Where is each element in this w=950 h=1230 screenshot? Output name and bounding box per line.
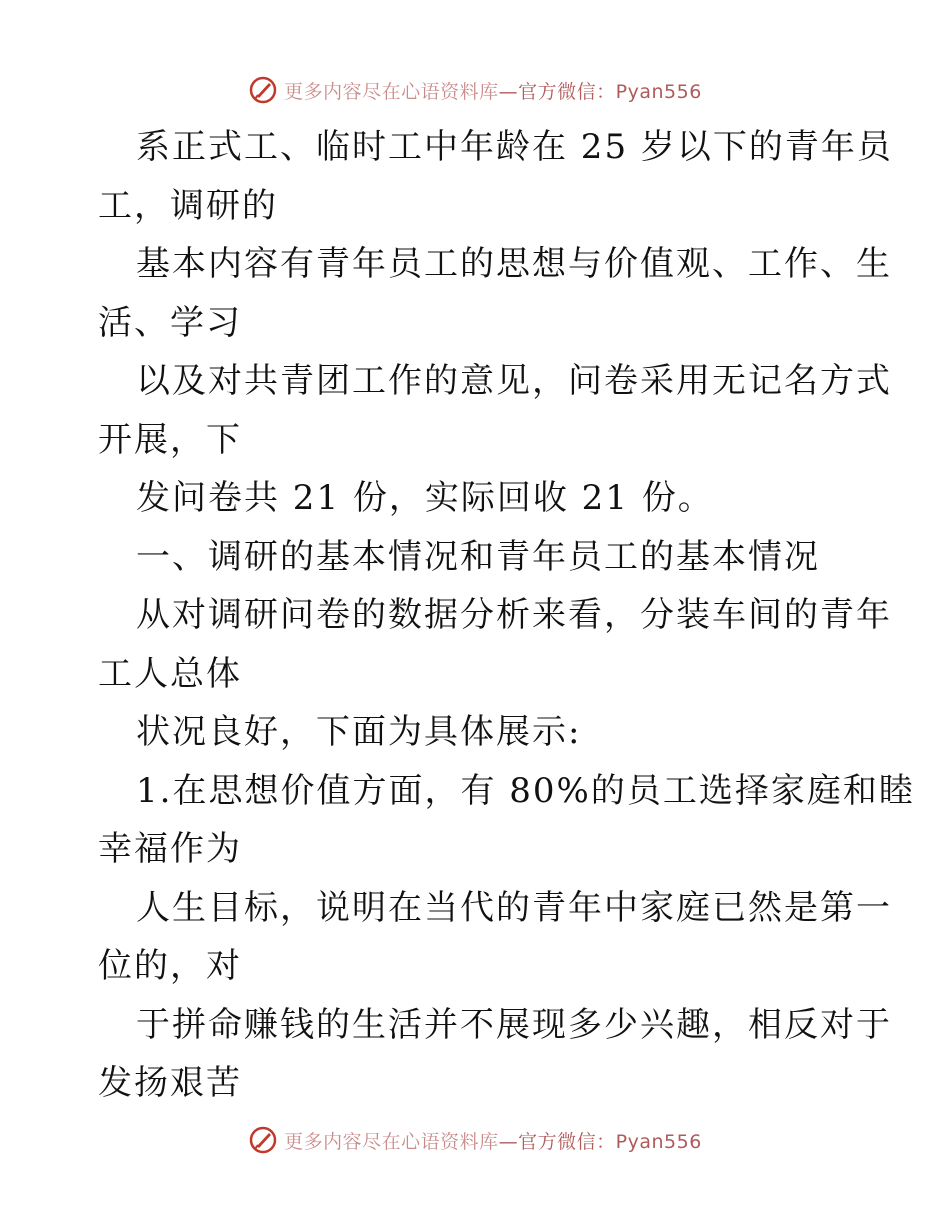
body-line: 系正式工、临时工中年龄在 25 岁以下的青年员 — [136, 127, 893, 167]
body-line: 活、学习 — [98, 302, 242, 343]
document-body — [98, 118, 915, 1113]
header-banner — [0, 70, 950, 110]
header-banner-separator: — — [498, 80, 519, 103]
body-line: 人生目标，说明在当代的青年中家庭已然是第一 — [136, 887, 892, 928]
body-line: 以及对共青团工作的意见，问卷采用无记名方式 — [136, 361, 892, 401]
body-line: 工人总体 — [98, 653, 242, 694]
body-line: 幸福作为 — [98, 829, 242, 869]
quill-logo-icon — [248, 1125, 278, 1155]
footer-banner — [0, 1120, 950, 1160]
body-line: 于拼命赚钱的生活并不展现多少兴趣，相反对于 — [136, 1004, 892, 1045]
footer-banner-wechat-text: 官方微信：Pyan556 — [518, 1130, 702, 1153]
quill-logo-icon — [248, 75, 278, 105]
body-line: 发问卷共 21 份，实际回收 21 份。 — [136, 478, 714, 518]
body-line: 开展，下 — [98, 419, 242, 460]
header-banner-wechat-text: 官方微信：Pyan556 — [518, 80, 702, 103]
body-line: 从对调研问卷的数据分析来看，分装车间的青年 — [136, 595, 892, 635]
body-line: 状况良好，下面为具体展示: — [136, 712, 582, 752]
body-line: 基本内容有青年员工的思想与价值观、工作、生 — [136, 244, 892, 284]
footer-banner-main-text: 更多内容尽在心语资料库 — [284, 1130, 499, 1153]
section-heading: 一、调研的基本情况和青年员工的基本情况 — [136, 536, 820, 577]
body-line: 发扬艰苦 — [98, 1063, 242, 1103]
footer-banner-separator: — — [498, 1130, 519, 1153]
header-banner-main-text: 更多内容尽在心语资料库 — [284, 80, 499, 103]
body-line: 工，调研的 — [98, 185, 278, 226]
body-line: 1.在思想价值方面，有 80%的员工选择家庭和睦 — [136, 770, 915, 811]
body-line: 位的，对 — [98, 946, 242, 986]
